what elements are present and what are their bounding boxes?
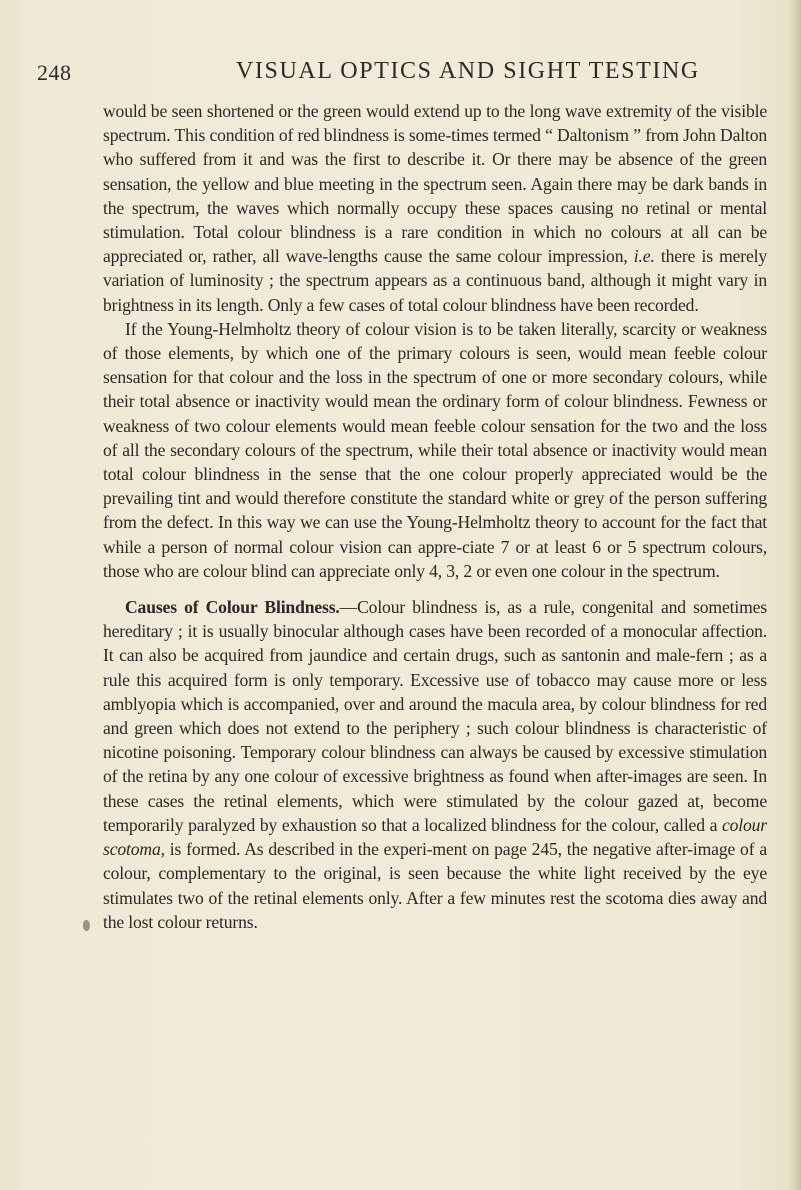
ink-speck: [83, 920, 90, 931]
body-text: [103, 99, 767, 934]
paragraph-3: [103, 595, 767, 934]
paragraph-1-emphasis: i.e.: [633, 246, 655, 267]
paragraph-2: [103, 317, 767, 583]
paragraph-1: [103, 99, 767, 317]
page-header: [0, 58, 801, 92]
page-edge-shadow: [787, 0, 801, 1190]
running-head: VISUAL OPTICS AND SIGHT TESTING: [236, 58, 700, 84]
paragraph-3-text: —Colour blindness is, as a rule, congenital and sometimes hereditary ; it is usually binocular although cases have been recorded of a monocular affection. It can also be acquired from jaundice and certain drugs, such as santonin and male-fern ; as a rule this acquired form is only temporary. Excessive use of tobacco may cause more or less amblyopia which is accompanied, over and around the macula area, by colour blindness for red and green which does not extend to the periphery ; such colour blindness is characteristic of nicotine poisoning. Temporary colour blindness can always be caused by excessive stimulation of the retina by any one colour of excessive brightness as found when after-images are seen. In these cases the retinal elements, which were stimulated by the colour gazed at, become temporarily paralyzed by exhaustion so that a localized blindness for the colour, called a: [103, 597, 767, 835]
paragraph-1-text-after: there is merely variation of luminosity ; the spectrum appears as a continuous band, although it might vary in brightness in its length. Only a few cases of total colour blindness have been recorded.: [103, 246, 768, 315]
paragraph-2-text: If the Young-Helmholtz theory of colour vision is to be taken literally, scarcity or weakness of those elements, by which one of the primary colours is seen, would mean feeble colour sensation for that colour and the loss in the spectrum of one or more secondary colours, while their total absence or inactivity would mean the ordinary form of colour blindness. Fewness or weakness of two colour elements would mean feeble colour sensation for the two and the loss of all the secondary colours of the spectrum, while their total absence or inactivity would mean total colour blindness in the sense that the one colour properly appreciated would be the prevailing tint and would therefore constitute the standard white or grey of the person suffering from the defect. In this way we can use the Young-Helmholtz theory to account for the fact that while a person of normal colour vision can appre-ciate 7 or at least 6 or 5 spectrum colours, those who are colour blind can appreciate only 4, 3, 2 or even one colour in the spectrum.: [103, 318, 767, 581]
paragraph-3-text-after: is formed. As described in the experi-ment on page 245, the negative after-image of a colour, complementary to the original, is seen because the white light received by the eye stimulates two of the retinal elements only. After a few minutes rest the scotoma dies away and the lost colour returns.: [103, 839, 767, 932]
section-heading: Causes of Colour Blindness.: [125, 597, 340, 618]
paragraph-1-text: would be seen shortened or the green would extend up to the long wave extremity of the visible spectrum. This condition of red blindness is some-times termed “ Daltonism ” from John Dalton who suffered from it and was the first to describe it. Or there may be absence of the green sensation, the yellow and blue meeting in the spectrum seen. Again there may be dark bands in the spectrum, the waves which normally occupy these spaces causing no retinal or mental stimulation. Total colour blindness is a rare condition in which no colours at all can be appreciated or, rather, all wave-lengths cause the same colour impression,: [103, 101, 767, 267]
page-number: 248: [37, 60, 72, 85]
paragraph-3-emphasis: colour scotoma,: [103, 814, 768, 860]
